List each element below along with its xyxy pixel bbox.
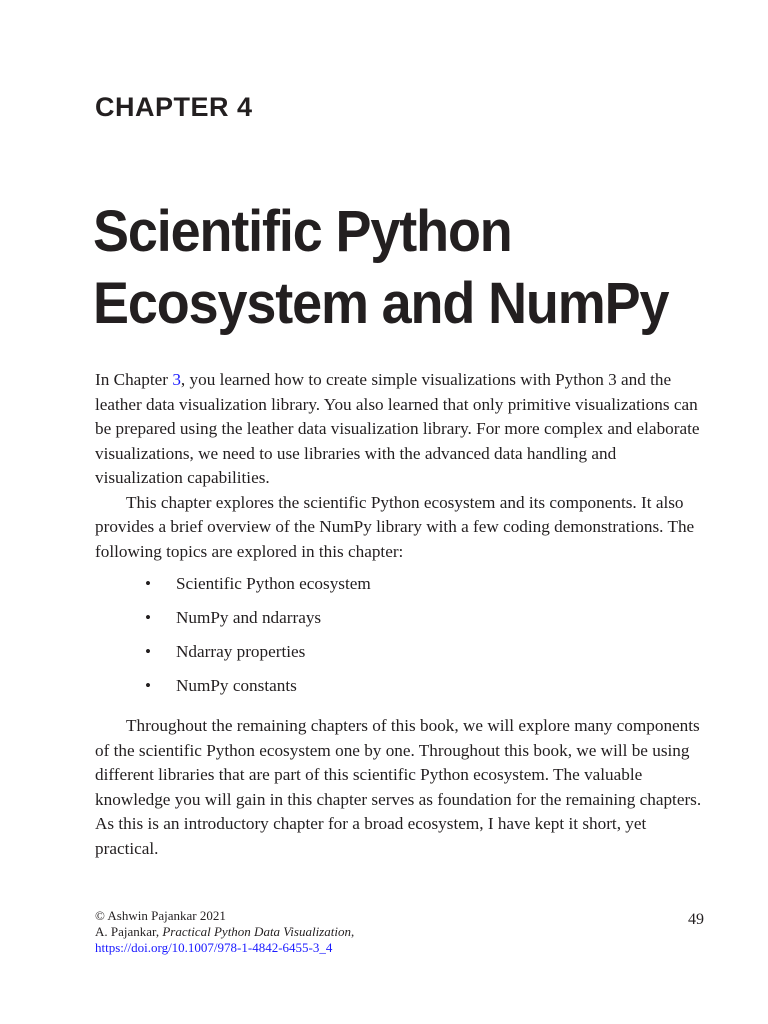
topic-item <box>95 674 707 708</box>
doi-link[interactable]: https://doi.org/10.1007/978-1-4842-6455-3_4 <box>95 940 333 955</box>
chapter-title-line-2: Ecosystem and NumPy <box>93 271 669 336</box>
bullet-icon: • <box>145 676 152 695</box>
intro-paragraph-1-rest: , you learned how to create simple visualizations with Python 3 and the leather data visualization library. You also learned that only primitive visualizations can be prepared using the leather data visualization library. For more complex and elaborate visualizations, we need to use libraries with the advanced data handling and visualization capabilities. <box>95 370 700 487</box>
bullet-icon: • <box>145 642 152 661</box>
page-number: 49 <box>688 911 704 928</box>
chapter-label: CHAPTER 4 <box>95 92 253 122</box>
citation-comma: , <box>350 924 355 939</box>
topic-text: Scientific Python ecosystem <box>176 574 371 593</box>
topic-item <box>95 606 707 640</box>
citation-line <box>95 924 354 940</box>
intro-paragraph-3: Throughout the remaining chapters of this book, we will explore many components of the scientific Python ecosystem one by one. Throughout this book, we will be using different libraries that are part of this scientific Python ecosystem. The valuable knowledge you will gain in this chapter serves as foundation for the remaining chapters. As this is an introductory chapter for a broad ecosystem, I have kept it short, yet practical. <box>95 716 702 858</box>
topic-text: NumPy and ndarrays <box>176 608 322 627</box>
intro-paragraph-1 <box>95 368 707 491</box>
topic-text: Ndarray properties <box>176 642 306 661</box>
bullet-icon: • <box>145 608 152 627</box>
topic-item <box>95 640 707 674</box>
intro-paragraph-2: This chapter explores the scientific Python ecosystem and its components. It also provides a brief overview of the NumPy library with a few coding demonstrations. The following topics are explored in this chapter: <box>95 492 695 561</box>
intro-paragraph-1-start: In Chapter <box>95 370 173 389</box>
topic-item <box>95 572 707 606</box>
book-title: Practical Python Data Visualization <box>162 924 351 939</box>
chapter-3-link[interactable]: 3 <box>172 370 181 389</box>
copyright-line: © Ashwin Pajankar 2021 <box>95 908 226 923</box>
citation-author: A. Pajankar, <box>95 924 163 939</box>
topic-text: NumPy constants <box>176 676 297 695</box>
bullet-icon: • <box>145 574 152 593</box>
chapter-body <box>95 368 707 861</box>
chapter-title <box>93 196 707 340</box>
page-footer <box>95 908 354 956</box>
chapter-title-line-1: Scientific Python <box>93 199 512 264</box>
topics-list <box>95 572 707 708</box>
